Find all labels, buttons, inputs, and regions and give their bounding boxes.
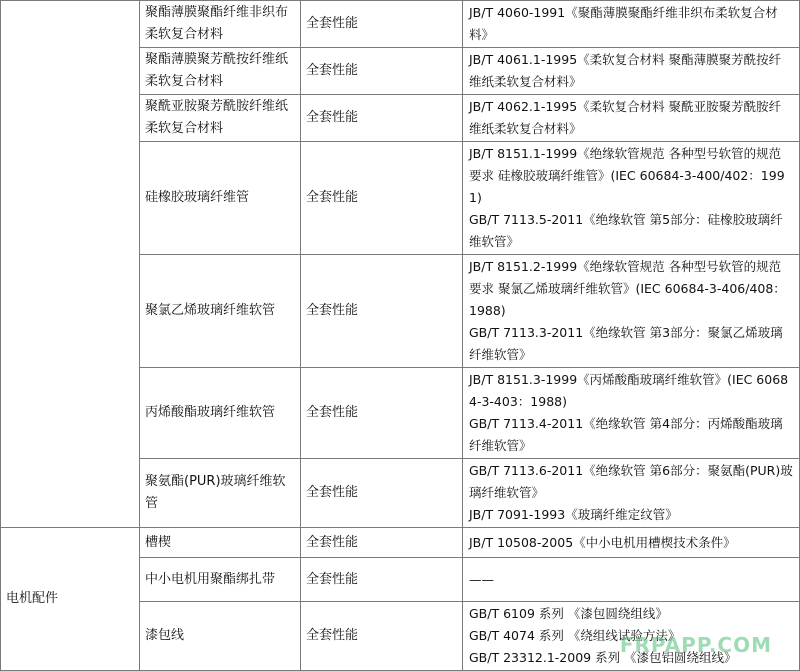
standard-reference: GB/T 7113.3-2011《绝缘软管 第3部分：聚氯乙烯玻璃纤维软管》 (469, 325, 783, 362)
category-cell: 电机配件 (1, 528, 140, 671)
item-cell: 聚酯薄膜聚酯纤维非织布柔软复合材料 (140, 1, 301, 48)
scope-cell: 全套性能 (301, 558, 463, 602)
scope-cell: 全套性能 (301, 1, 463, 48)
item-cell: 聚氯乙烯玻璃纤维软管 (140, 255, 301, 368)
standard-reference: JB/T 8151.1-1999《绝缘软管规范 各种型号软管的规范要求 硅橡胶玻璃纤维管》(IEC 60684-3-400/402：1991) (469, 146, 785, 205)
item-cell: 硅橡胶玻璃纤维管 (140, 142, 301, 255)
standards-cell (463, 95, 800, 142)
standards-cell (463, 602, 800, 671)
standard-reference: JB/T 10508-2005《中小电机用槽楔技术条件》 (469, 534, 736, 550)
standard-reference: GB/T 23312.1-2009 系列 《漆包铝圆绕组线》 (469, 650, 737, 665)
standard-reference: —— (469, 571, 494, 587)
table-row (1, 528, 800, 558)
item-cell: 槽楔 (140, 528, 301, 558)
scope-cell: 全套性能 (301, 459, 463, 528)
standards-cell (463, 48, 800, 95)
standard-reference: JB/T 8151.3-1999《丙烯酸酯玻璃纤维软管》(IEC 60684-3-403：1988) (469, 372, 789, 409)
item-cell: 中小电机用聚酯绑扎带 (140, 558, 301, 602)
scope-cell: 全套性能 (301, 95, 463, 142)
standards-cell (463, 558, 800, 602)
item-cell: 聚酰亚胺聚芳酰胺纤维纸柔软复合材料 (140, 95, 301, 142)
standard-reference: JB/T 4060-1991《聚酯薄膜聚酯纤维非织布柔软复合材料》 (469, 5, 778, 42)
standards-table-body (1, 1, 800, 671)
standard-reference: JB/T 8151.2-1999《绝缘软管规范 各种型号软管的规范要求 聚氯乙烯玻璃纤维软管》(IEC 60684-3-406/408：1988) (469, 259, 786, 318)
scope-cell: 全套性能 (301, 528, 463, 558)
standards-cell (463, 1, 800, 48)
scope-cell: 全套性能 (301, 368, 463, 459)
standard-reference: JB/T 4061.1-1995《柔软复合材料 聚酯薄膜聚芳酰按纤维纸柔软复合材料》 (469, 52, 782, 89)
standards-cell (463, 255, 800, 368)
watermark-logo: FRPAPP.COM (619, 633, 772, 657)
standard-reference: GB/T 7113.4-2011《绝缘软管 第4部分：丙烯酸酯玻璃纤维软管》 (469, 416, 783, 453)
item-cell: 聚氨酯(PUR)玻璃纤维软管 (140, 459, 301, 528)
item-cell: 漆包线 (140, 602, 301, 671)
category-cell (1, 1, 140, 528)
item-cell: 聚酯薄膜聚芳酰按纤维纸柔软复合材料 (140, 48, 301, 95)
standards-cell (463, 459, 800, 528)
standard-reference: GB/T 7113.5-2011《绝缘软管 第5部分：硅橡胶玻璃纤维软管》 (469, 212, 783, 249)
scope-cell: 全套性能 (301, 48, 463, 95)
standards-cell (463, 368, 800, 459)
standard-reference: GB/T 6109 系列 《漆包圆绕组线》 (469, 606, 668, 621)
standard-reference: JB/T 7091-1993《玻璃纤维定纹管》 (469, 507, 678, 522)
table-row (1, 1, 800, 48)
standard-reference: GB/T 7113.6-2011《绝缘软管 第6部分：聚氨酯(PUR)玻璃纤维软管》 (469, 463, 793, 500)
scope-cell: 全套性能 (301, 255, 463, 368)
standards-cell (463, 142, 800, 255)
scope-cell: 全套性能 (301, 602, 463, 671)
standard-reference: JB/T 4062.1-1995《柔软复合材料 聚酰亚胺聚芳酰胺纤维纸柔软复合材料》 (469, 99, 782, 136)
item-cell: 丙烯酸酯玻璃纤维软管 (140, 368, 301, 459)
scope-cell: 全套性能 (301, 142, 463, 255)
standard-reference: GB/T 4074 系列 《绕组线试验方法》 (469, 628, 681, 643)
standards-cell (463, 528, 800, 558)
